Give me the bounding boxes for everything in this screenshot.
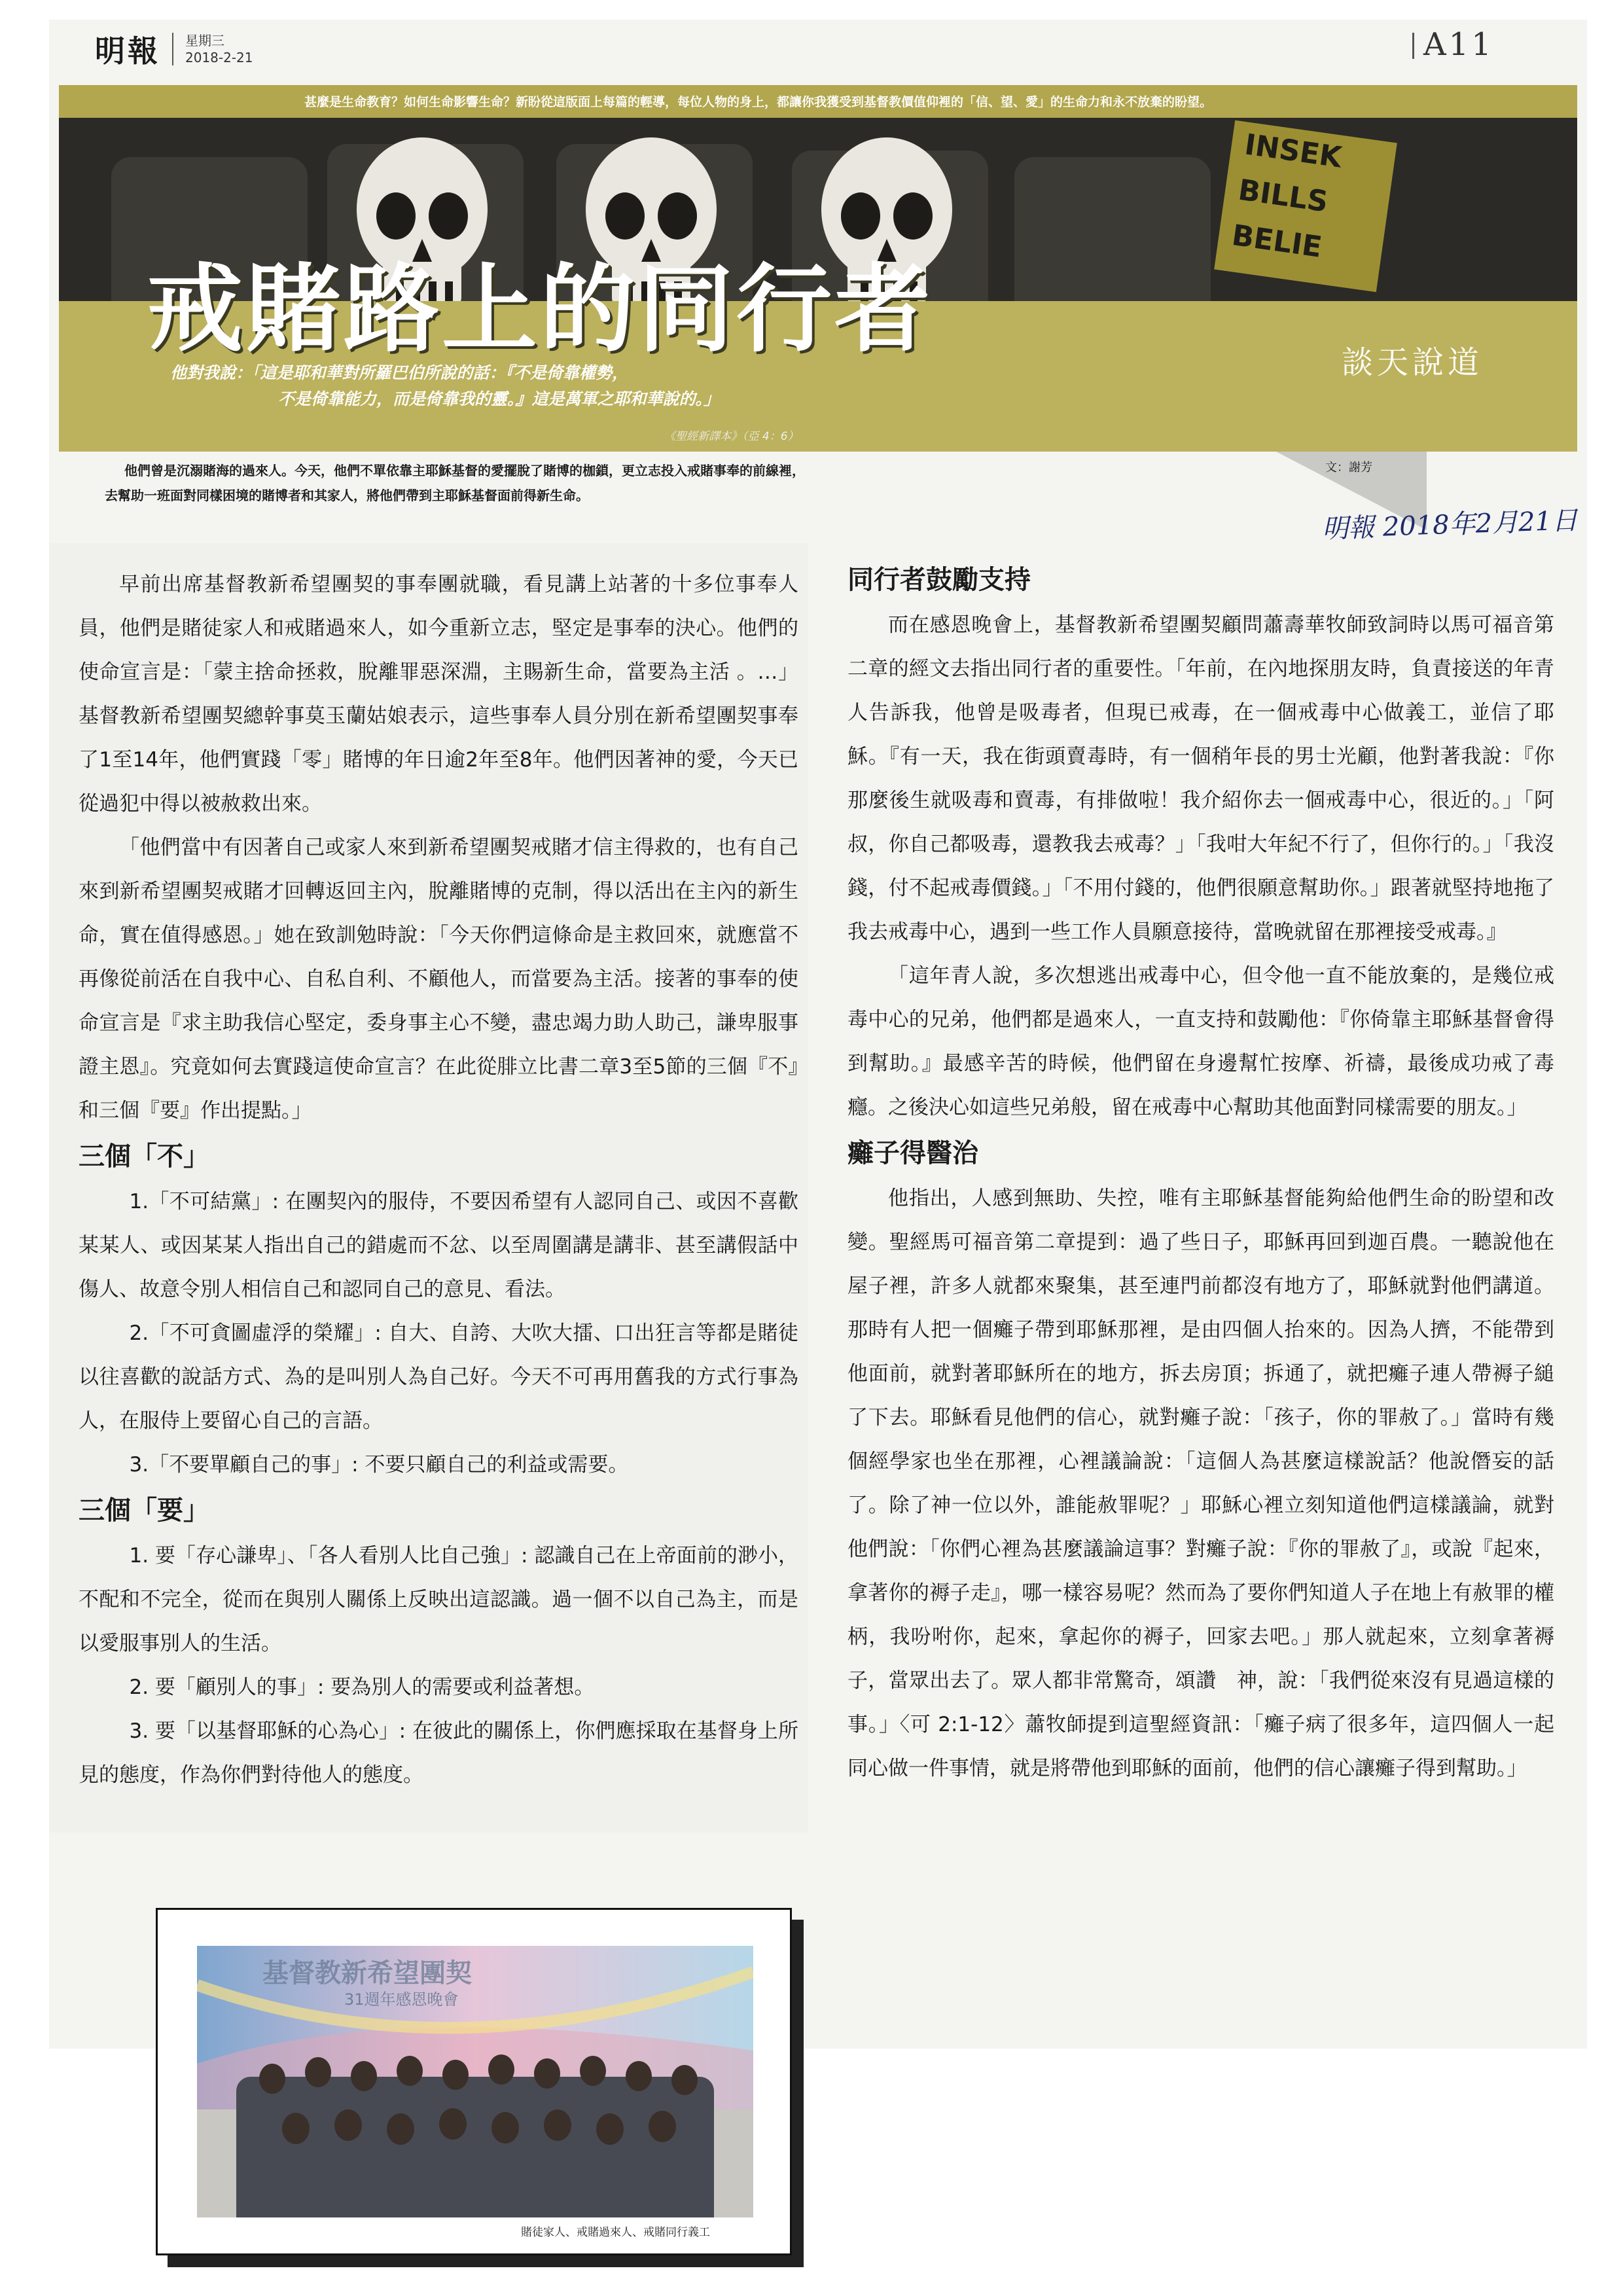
handwritten-note: 明報 2018年2月21日 [1321,505,1578,545]
person-head [671,2065,698,2095]
section-heading: 同行者鼓勵支持 [847,565,1031,595]
group-photo-frame [156,1908,792,2255]
page-number: A11 [1423,26,1494,63]
group-of-people [236,2077,714,2217]
person-head [491,2112,519,2144]
person-head [351,2061,377,2091]
person-head [282,2113,310,2144]
issue-date: 2018-2-21 [185,50,253,65]
page-title: 戒賭路上的同行者 [147,254,933,365]
paragraph: 早前出席基督教新希望團契的事奉團就職，看見講上站著的十多位事奉人員，他們是賭徒家人和戒賭過來人，如今重新立志，堅定是事奉的決心。他們的使命宣言是：「蒙主捨命拯救，脫離罪惡深淵，主賜新生命，當要為主活 。…」基督教新希望團契總幹事莫玉蘭姑娘表示，這些事奉人員分別在新希望團契事奉了1至14年，他們實踐「零」賭博的年日逾2年至8年。他們因著神的愛，今天已從過犯中得以被赦救出來。 [79,573,798,816]
group-photo [197,1946,753,2217]
person-head [334,2109,362,2141]
list-item: 2. 要「顧別人的事」: 要為別人的需要或利益著想。 [129,1676,595,1699]
person-head [259,2064,285,2094]
person-head [580,2056,606,2086]
list-item: 1. 要「存心謙卑」、「各人看別人比自己強」: 認識自己在上帝面前的渺小，不配和不完全，從而在與別人關係上反映出這認識。過一個不以自己為主，而是以愛服事別人的生活。 [79,1544,798,1655]
masthead [95,26,253,72]
person-head [488,2054,514,2085]
paragraph: 「這年青人說，多次想逃出戒毒中心，但令他一直不能放棄的，是幾位戒毒中心的兄弟，他們都是過來人，一直支持和鼓勵他：『你倚靠主耶穌基督會得到幫助。』最感辛苦的時候，他們留在身邊幫忙按摩、祈禱，最後成功戒了毒癮。之後決心如這些兄弟般，留在戒毒中心幫助其他面對同樣需要的朋友。」 [847,964,1554,1119]
byline: 文：謝芳 [1325,461,1372,475]
masthead-divider [172,33,173,65]
lede-line: 去幫助一班面對同樣困境的賭博者和其家人，將他們帶到主耶穌基督面前得新生命。 [105,488,589,503]
masthead-date [185,32,253,66]
paragraph: 他指出，人感到無助、失控，唯有主耶穌基督能夠給他們生命的盼望和改變。聖經馬可福音第二章提到：過了些日子，耶穌再回到迦百農。一聽說他在屋子裡，許多人就都來聚集，甚至連門前都沒有地方了，耶穌就對他們講道。 那時有人把一個癱子帶到耶穌那裡，是由四個人抬來的。因為人擠，不能帶到他面前，就對著耶穌所在的地方，拆去房頂；拆通了，就把癱子連人帶褥子縋了下去。耶穌看見他們的信心，就對癱子說：「孩子，你的罪赦了。」當時有幾個經學家也坐在那裡，心裡議論說：「這個人為甚麼這樣說話？他說僭妄的話了。除了神一位以外，誰能赦罪呢？」耶穌心裡立刻知道他們這樣議論，就對他們說：「你們心裡為甚麼議論這事？對癱子說：『你的罪赦了』，或說『起來，拿著你的褥子走』，哪一樣容易呢？然而為了要你們知道人子在地上有赦罪的權柄，我吩咐你，起來，拿起你的褥子，回家去吧。」那人就起來，立刻拿著褥子，當眾出去了。眾人都非常驚奇，頌讚 神，說：「我們從來沒有見過這樣的事。」〈可 2:1-12〉蕭牧師提到這聖經資訊：「癱子病了很多年，這四個人一起同心做一件事情，就是將帶他到耶穌的面前，他們的信心讓癱子得到幫助。」 [847,1187,1554,1780]
lede-line: 他們曾是沉溺賭海的過來人。今天，他們不單依靠主耶穌基督的愛擺脫了賭博的枷鎖，更立志投入戒賭事奉的前線裡， [124,463,805,478]
newspaper-logo: 明報 [95,33,160,69]
sign-word: BELIE [1230,219,1325,264]
scripture-quote [170,360,923,412]
lede [105,458,1106,508]
quote-source: 《聖經新譯本》（亞 4：6） [664,430,799,443]
photo-caption: 賭徒家人、戒賭過來人、戒賭同行義工 [521,2226,710,2239]
warning-sign [1214,120,1397,293]
list-item: 1.「不可結黨」: 在團契內的服侍，不要因希望有人認同自己、或因不喜歡某某人、或因某某人指出自己的錯處而不忿、以至周圍講是講非、甚至講假話中傷人、故意令別人相信自己和認同自己的意見、看法。 [79,1190,798,1301]
person-head [442,2060,469,2090]
list-item: 2.「不可貪圖虛浮的榮耀」: 自大、自誇、大吹大擂、口出狂言等都是賭徒以往喜歡的說話方式、為的是叫別人為自己好。今天不可再用舊我的方式行事為人，在服侍上要留心自己的言語。 [79,1321,798,1433]
person-head [596,2113,624,2145]
person-head [544,2109,571,2141]
section-heading: 三個「不」 [79,1141,209,1172]
person-head [305,2057,331,2087]
paragraph: 「他們當中有因著自己或家人來到新希望團契戒賭才信主得救的，也有自己來到新希望團契戒賭才回轉返回主內，脫離賭博的克制，得以活出在主內的新生命，實在值得感恩。」她在致訓勉時說：「今天你們這條命是主救回來，就應當不再像從前活在自我中心、自私自利、不顧他人，而當要為主活。接著的事奉的使命宣言是『求主助我信心堅定，委身事主心不變，盡忠竭力助人助己，謙卑服事證主恩』。究竟如何去實踐這使命宣言？在此從腓立比書二章3至5節的三個『不』和三個『要』作出提點。」 [79,836,798,1122]
sign-word: BILLS [1236,173,1330,219]
sign-word: INSEK [1242,128,1344,175]
column-logo: 談天說道 [1342,344,1484,381]
quote-line: 不是倚靠能力，而是倚靠我的靈。』這是萬軍之耶和華說的。」 [278,389,721,408]
paragraph: 而在感恩晚會上，基督教新希望團契顧問蕭壽華牧師致詞時以馬可福音第二章的經文去指出同行者的重要性。「年前，在內地探朋友時，負責接送的年青人告訴我，他曾是吸毒者，但現已戒毒，在一個戒毒中心做義工，並信了耶穌。『有一天，我在街頭賣毒時，有一個稍年長的男士光顧，他對著我說：『你那麼後生就吸毒和賣毒，有排做啦！我介紹你去一個戒毒中心，很近的。」「阿叔，你自己都吸毒，還教我去戒毒？」「我咁大年紀不行了，但你行的。」「我沒錢，付不起戒毒價錢。」「不用付錢的，他們很願意幫助你。」跟著就堅持地拖了我去戒毒中心，遇到一些工作人員願意接待，當晚就留在那裡接受戒毒。』 [847,613,1554,944]
event-banner-subtitle: 31週年感恩晚會 [344,1990,459,2009]
quote-line: 他對我說：「這是耶和華對所羅巴伯所說的話：『不是倚靠權勢， [170,363,629,382]
right-column [847,556,1554,1791]
list-item: 3.「不要單顧自己的事」: 不要只顧自己的利益或需要。 [129,1453,629,1477]
person-head [387,2113,414,2145]
list-item: 3. 要「以基督耶穌的心為心」: 在彼此的關係上，你們應採取在基督身上所見的態度，作為你們對待他人的態度。 [79,1719,798,1787]
page-number-divider [1412,33,1414,59]
event-banner-title: 基督教新希望團契 [262,1958,472,1988]
person-head [626,2061,652,2091]
section-heading: 癱子得醫治 [847,1138,978,1168]
person-head [534,2058,560,2089]
left-column [79,563,798,1797]
intro-text: 甚麼是生命教育？如何生命影響生命？新盼從這版面上每篇的輕導，每位人物的身上，都讓你我獲受到基督教價值仰裡的「信、望、愛」的生命力和永不放棄的盼望。 [304,95,1213,109]
person-head [397,2056,423,2086]
weekday: 星期三 [185,33,224,48]
person-head [439,2108,467,2140]
section-heading: 三個「要」 [79,1496,209,1526]
person-head [649,2111,676,2142]
